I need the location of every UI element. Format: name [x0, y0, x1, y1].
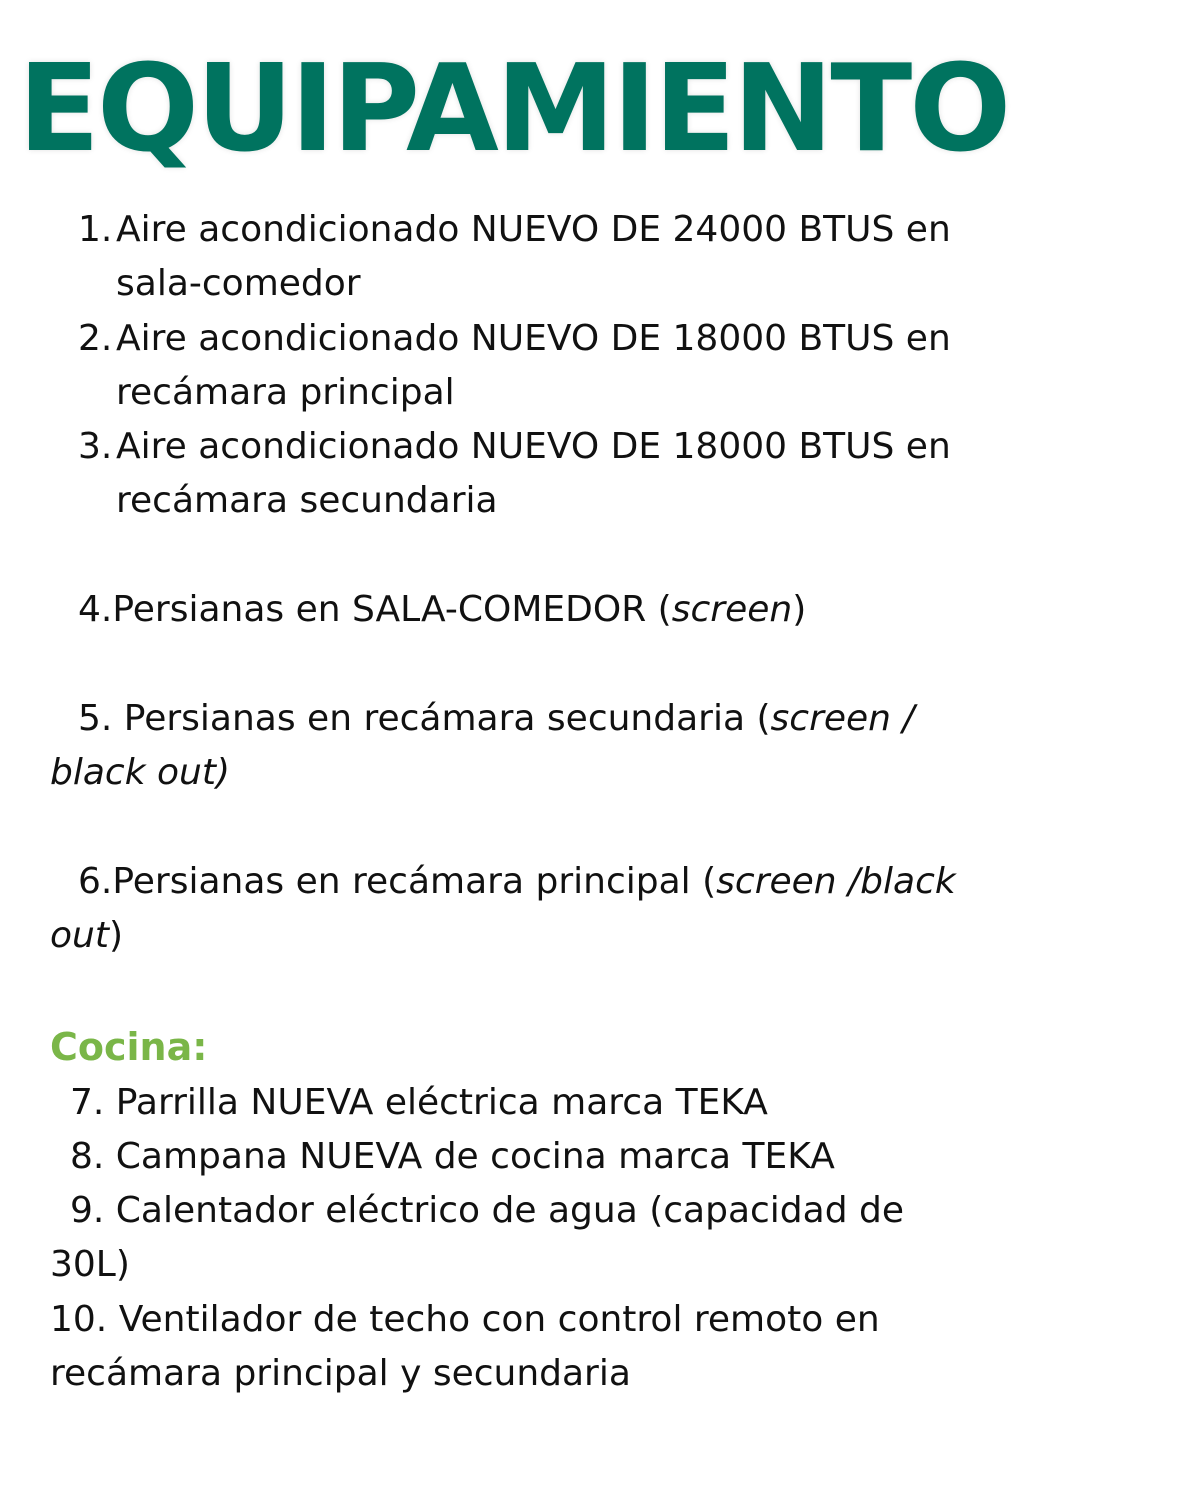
item-4-text: 4.Persianas en SALA-COMEDOR (	[78, 589, 672, 630]
item-6-italic: screen /black	[716, 861, 956, 902]
item-3-number: 3.	[78, 426, 113, 467]
item-6-close: )	[108, 915, 124, 956]
item-6-text: 6.Persianas en recámara principal (	[78, 861, 717, 902]
item-2-line-1: Aire acondicionado NUEVO DE 18000 BTUS en	[116, 318, 951, 359]
item-5-italic: screen /	[770, 698, 915, 739]
item-1-number: 1.	[78, 209, 113, 250]
item-1-line-2: sala-comedor	[116, 263, 361, 304]
item-6-line-1	[78, 855, 956, 909]
item-5-text: 5. Persianas en recámara secundaria (	[78, 698, 771, 739]
item-4-close: )	[792, 589, 807, 630]
item-5-line-2: black out)	[50, 752, 230, 793]
kitchen-item-10-line-1: 10. Ventilador de techo con control remoto en	[50, 1299, 880, 1340]
item-4-line	[78, 583, 806, 637]
kitchen-heading: Cocina:	[50, 1025, 208, 1069]
item-1-line-1: Aire acondicionado NUEVO DE 24000 BTUS en	[116, 209, 951, 250]
kitchen-item-8: 8. Campana NUEVA de cocina marca TEKA	[70, 1136, 835, 1177]
item-6-italic-2: out	[50, 915, 109, 956]
kitchen-item-7: 7. Parrilla NUEVA eléctrica marca TEKA	[70, 1082, 768, 1123]
item-2-number: 2.	[78, 318, 113, 359]
item-6-line-2	[50, 909, 123, 963]
item-2-line-2: recámara principal	[116, 372, 455, 413]
item-5-line-1	[78, 692, 915, 746]
item-3-line-2: recámara secundaria	[116, 480, 498, 521]
page-title: EQUIPAMIENTO	[18, 40, 1009, 179]
kitchen-item-9-line-1: 9. Calentador eléctrico de agua (capacidad de	[70, 1190, 905, 1231]
item-3-line-1: Aire acondicionado NUEVO DE 18000 BTUS en	[116, 426, 951, 467]
item-4-italic: screen	[671, 589, 793, 630]
kitchen-item-10-line-2: recámara principal y secundaria	[50, 1353, 631, 1394]
kitchen-item-9-line-2: 30L)	[50, 1244, 130, 1285]
